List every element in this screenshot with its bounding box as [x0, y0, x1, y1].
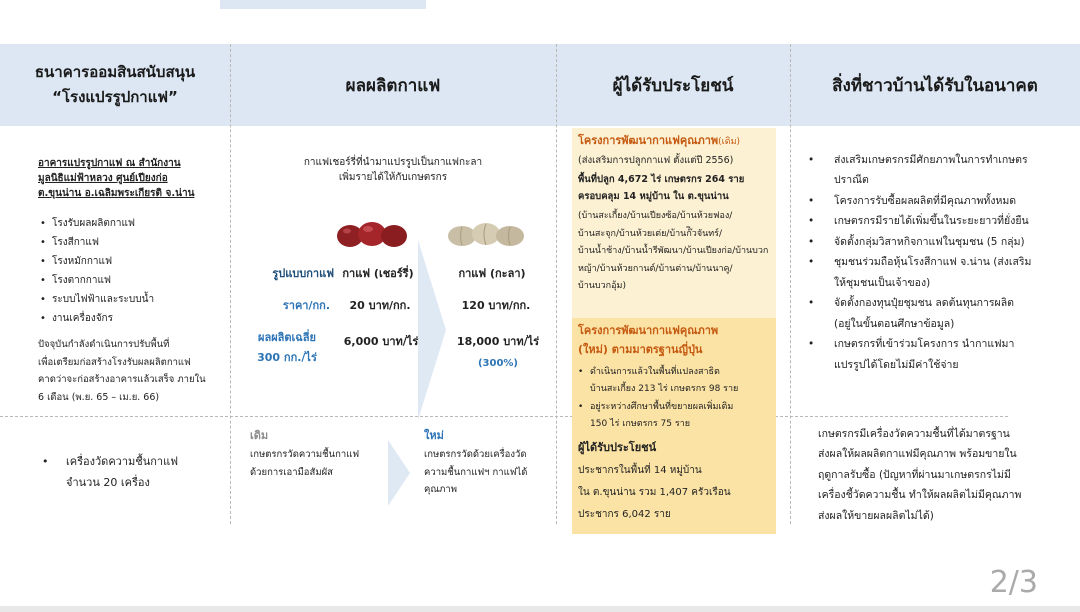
list-item: • โรงหมักกาแฟ: [38, 252, 228, 271]
old-project-title: [578, 133, 774, 150]
income-increase-percent: (300%): [477, 358, 519, 369]
label-coffee-form: รูปแบบกาแฟ: [272, 267, 334, 280]
beneficiaries-title: ผู้ได้รับประโยชน์: [578, 441, 657, 454]
old-project-summary: พื้นที่ปลูก 4,672 ไร่ เกษตรกร 264 ราย ครอบคลุม 14 หมู่บ้าน ใน ต.ขุนน่าน: [578, 174, 745, 202]
list-item: • อยู่ระหว่างศึกษาพื้นที่ขยายผลเพิ่มเติม 150 ไร่ เกษตรกร 75 ราย: [576, 399, 774, 432]
future-moisture-text: เกษตรกรมีเครื่องวัดความชื้นที่ได้มาตรฐาน ส่งผลให้ผลผลิตกาแฟมีคุณภาพ พร้อมขายใน ฤดูกาลรับซื้อ (ปัญหาที่ผ่านมาเกษตรกรไม่มี เครื่องชี้วัดความชื้น ทำให้ผลผลิตไม่มีคุณภาพ ส่งผลให้ขายผลผลิตไม่ได้): [818, 428, 1022, 522]
column-divider: [556, 44, 557, 524]
beneficiaries-text: ประชากรในพื้นที่ 14 หมู่บ้าน ใน ต.ขุนน่าน รวม 1,407 ครัวเรือน ประชากร 6,042 ราย: [578, 465, 731, 520]
facility-location-title: อาคารแปรรูปกาแฟ ณ สำนักงาน มูลนิธิแม่ฟ้าหลวง ศูนย์เปียงก่อ ต.ขุนน่าน อ.เฉลิมพระเกียรติ จ.น่าน: [38, 158, 195, 199]
header-gsb-support: ธนาคารออมสินสนับสนุน “โรงแปรรูปกาแฟ”: [34, 62, 196, 106]
new-project-title: โครงการพัฒนากาแฟคุณภาพ (ใหม่) ตามมาตรฐานญี่ปุ่น: [578, 324, 719, 356]
arrow-right-icon: [388, 440, 412, 506]
header-beneficiaries: ผู้ได้รับประโยชน์: [612, 75, 734, 96]
bottom-bar: [0, 606, 1080, 612]
header-future-benefits: สิ่งที่ชาวบ้านได้รับในอนาคต: [832, 75, 1038, 96]
list-item: • เกษตรกรมีรายได้เพิ่มขึ้นในระยะยาวที่ยั่งยืน: [806, 211, 1066, 231]
list-item: • ส่งเสริมเกษตรกรมีศักยภาพในการทำเกษตร ปราณีต: [806, 150, 1066, 191]
construction-note: ปัจจุบันกำลังดำเนินการปรับพื้นที่ เพื่อเตรียมก่อสร้างโรงรับผลผลิตกาแฟ คาดว่าจะก่อสร้างอาคารแล้วเสร็จ ภายใน 6 เดือน (พ.ย. 65 – เม.ย. 66): [38, 339, 206, 403]
future-benefits-list: [806, 150, 1066, 375]
parchment-coffee-image: [444, 216, 528, 254]
list-item: • เกษตรกรที่เข้าร่วมโครงการ นำกาแฟมา แปรรูปได้โดยไม่มีค่าใช้จ่าย: [806, 334, 1066, 375]
cherry-yield-income: 6,000 บาท/ไร่: [343, 335, 419, 348]
list-item: • ดำเนินการแล้วในพื้นที่แปลงสาธิต บ้านสะเกี้ยง 213 ไร่ เกษตรกร 98 ราย: [576, 364, 774, 397]
header-coffee-output: ผลผลิตกาแฟ: [345, 75, 441, 96]
cherry-label: กาแฟ (เชอร์รี่): [342, 267, 414, 280]
old-project-title-text: โครงการพัฒนากาแฟคุณภาพ: [578, 134, 719, 147]
arrow-right-icon: [418, 240, 448, 420]
old-project-villages: (บ้านสะเกี้ยง/บ้านเปียงซ้อ/บ้านห้วยฟอง/ บ้านสะจุก/บ้านห้วยเต่ย/บ้านก๊ิวจันทร์/ บ้านน้ำช้าง/บ้านน้ำรีพัฒนา/บ้านเปียงก่อ/บ้านบวก หญ้า/บ้านห้วยกานต์/บ้านต่าน/บ้านนาคู/ บ้านบวกอุ้ม): [578, 211, 769, 292]
list-item: • โรงสีกาแฟ: [38, 233, 228, 252]
column-divider: [790, 44, 791, 524]
cherry-price: 20 บาท/กก.: [349, 299, 411, 312]
moisture-meter-list: [40, 452, 220, 494]
list-item: • โรงรับผลผลิตกาแฟ: [38, 214, 228, 233]
old-project-title-suffix: (เดิม): [718, 137, 741, 147]
column-divider: [230, 44, 231, 524]
page-number: 2/3: [989, 565, 1038, 600]
new-method-title: ใหม่: [424, 429, 444, 442]
new-project-items: [576, 364, 774, 433]
list-item: • เครื่องวัดความชื้นกาแฟ จำนวน 20 เครื่อง: [40, 452, 220, 494]
new-method-text: เกษตรกรวัดด้วยเครื่องวัด ความชื้นกาแฟฯ กาแฟได้ คุณภาพ: [424, 449, 528, 496]
list-item: • ชุมชนร่วมถือหุ้นโรงสีกาแฟ จ.น่าน (ส่งเสริม ให้ชุมชนเป็นเจ้าของ): [806, 252, 1066, 293]
old-method-title: เดิม: [250, 429, 269, 442]
label-average-yield: ผลผลิตเฉลี่ย 300 กก./ไร่: [257, 331, 317, 364]
facility-items-list: [38, 214, 228, 328]
list-item: • จัดตั้งกองทุนปุ๋ยชุมชน ลดต้นทุนการผลิต (อยู่ในขั้นตอนศึกษาข้อมูล): [806, 293, 1066, 334]
old-method-text: เกษตรกรวัดความชื้นกาแฟ ด้วยการเอามือสัมผัส: [250, 449, 360, 478]
coffee-intro-text: กาแฟเชอร์รี่ที่นำมาแปรรูปเป็นกาแฟกะลา เพิ่มรายได้ให้กับเกษตรกร: [303, 157, 483, 183]
list-item: • โครงการรับซื้อผลผลิตที่มีคุณภาพทั้งหมด: [806, 191, 1066, 211]
top-tab-decoration: [220, 0, 426, 9]
row-divider: [0, 416, 1008, 417]
list-item: • จัดตั้งกลุ่มวิสาหกิจกาแฟในชุมชน (5 กลุ่ม): [806, 232, 1066, 252]
list-item: • ระบบไฟฟ้าและระบบน้ำ: [38, 290, 228, 309]
list-item: • งานเครื่องจักร: [38, 309, 228, 328]
cherry-coffee-image: [332, 214, 412, 254]
parchment-label: กาแฟ (กะลา): [458, 267, 526, 280]
old-project-subtitle: (ส่งเสริมการปลูกกาแฟ ตั้งแต่ปี 2556): [578, 155, 734, 166]
list-item: • โรงตากกาแฟ: [38, 271, 228, 290]
parchment-yield-income: 18,000 บาท/ไร่: [456, 335, 540, 348]
label-price: ราคา/กก.: [282, 299, 330, 312]
parchment-price: 120 บาท/กก.: [461, 299, 531, 312]
